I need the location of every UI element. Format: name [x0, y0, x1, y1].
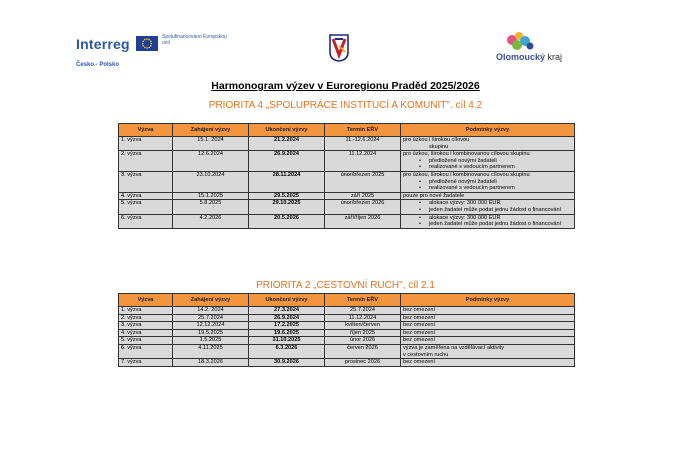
call-end: 26.9.2024 [249, 314, 325, 322]
condition-text: pouze pro nové žadatele [403, 192, 465, 199]
call-end: 21.2.2024 [249, 137, 325, 151]
call-end: 28.11.2024 [249, 171, 325, 192]
column-header: Termín EŘV [325, 294, 401, 307]
condition-bullet: • předložené novými žadateli [403, 179, 572, 186]
call-number: 5. výzva [119, 337, 173, 345]
call-end: 6.3.2026 [249, 344, 325, 358]
call-end: 31.10.2025 [249, 337, 325, 345]
table-row [119, 359, 575, 367]
table-row [119, 192, 575, 200]
condition-text: skupinu [429, 143, 449, 150]
call-start: 15.1.2025 [173, 192, 249, 200]
table-header-row [119, 124, 575, 137]
call-number: 5. výzva [119, 200, 173, 214]
table-row [119, 337, 575, 345]
erv-date: únor/březen 2026 [325, 200, 401, 214]
condition-text: pro úzkou, širokou i kombinovanou cílovou skupinu [403, 171, 530, 178]
priority-4-table [118, 123, 575, 229]
call-conditions [401, 171, 575, 192]
call-start: 5.8.2025 [173, 200, 249, 214]
table-row [119, 137, 575, 151]
condition-text: pro úzkou i širokou cílovou [403, 137, 470, 143]
call-number: 6. výzva [119, 214, 173, 228]
call-end: 17.2.2025 [249, 322, 325, 330]
column-header: Podmínky výzvy [401, 124, 575, 137]
call-number: 2. výzva [119, 151, 173, 172]
call-number: 2. výzva [119, 314, 173, 322]
call-end: 19.6.2025 [249, 329, 325, 337]
erv-date: září 2025 [325, 192, 401, 200]
column-header: Ukončení výzvy [249, 124, 325, 137]
priority-4-heading: PRIORITA 4 „SPOLUPRÁCE INSTITUCÍ A KOMUNIT". cíl 4.2 [208, 100, 483, 111]
call-start: 25.7.2024 [173, 314, 249, 322]
call-start: 12.12.2024 [173, 322, 249, 330]
call-conditions: bez omezení [401, 337, 575, 345]
call-number: 3. výzva [119, 171, 173, 192]
interreg-wordmark: Interreg [76, 36, 130, 52]
call-number: 4. výzva [119, 192, 173, 200]
erv-date: květen/červen [325, 322, 401, 330]
call-number: 1. výzva [119, 307, 173, 315]
column-header: Termín EŘV [325, 124, 401, 137]
condition-bullet: • realizované s vedoucím partnerem [403, 185, 572, 192]
region-logo-name: Olomoucký [496, 52, 546, 62]
column-header: Výzva [119, 294, 173, 307]
call-start: 19.5.2025 [173, 329, 249, 337]
call-start: 23.10.2024 [173, 171, 249, 192]
call-end: 30.9.2026 [249, 359, 325, 367]
call-conditions: bez omezení [401, 307, 575, 315]
erv-date: září/říjen 2026 [325, 214, 401, 228]
call-conditions [401, 137, 575, 151]
condition-text: v cestovním ruchu [403, 351, 449, 358]
call-number: 4. výzva [119, 329, 173, 337]
call-conditions [401, 344, 575, 358]
call-conditions: bez omezení [401, 314, 575, 322]
call-number: 1. výzva [119, 137, 173, 151]
program-region-label: Česko - Polsko [76, 62, 120, 68]
interreg-logo [76, 36, 130, 54]
call-end: 26.9.2024 [249, 151, 325, 172]
table-header-row [119, 294, 575, 307]
condition-text: výzva je zaměřena na vzdělávací aktivity [403, 344, 505, 351]
call-start: 1.5.2025 [173, 337, 249, 345]
eu-flag-icon [136, 36, 158, 51]
erv-date: 25.7.2024 [325, 307, 401, 315]
table-row [119, 329, 575, 337]
header-logos [0, 0, 691, 78]
column-header: Zahájení výzvy [173, 124, 249, 137]
call-conditions [401, 214, 575, 228]
call-end: 29.5.2025 [249, 192, 325, 200]
erv-date: červen 2026 [325, 344, 401, 358]
call-number: 3. výzva [119, 322, 173, 330]
priority-2-heading: PRIORITA 2 „CESTOVNÍ RUCH", cíl 2.1 [256, 280, 435, 291]
condition-text: pro úzkou, širokou i kombinovanou cílovou skupinu [403, 151, 530, 158]
call-conditions: bez omezení [401, 322, 575, 330]
call-number: 7. výzva [119, 359, 173, 367]
column-header: Zahájení výzvy [173, 294, 249, 307]
call-conditions [401, 151, 575, 172]
condition-bullet: • jeden žadatel může podat jednu žádost o financování [403, 221, 572, 228]
table-row [119, 214, 575, 228]
call-end: 27.3.2024 [249, 307, 325, 315]
call-conditions: bez omezení [401, 329, 575, 337]
call-start: 12.6.2024 [173, 151, 249, 172]
priority-2-table [118, 293, 575, 367]
erv-date: únor 2026 [325, 337, 401, 345]
erv-date: 11.-12.6.2024 [325, 137, 401, 151]
erv-date: 11.12.2024 [325, 314, 401, 322]
call-end: 29.10.2025 [249, 200, 325, 214]
call-conditions [401, 192, 575, 200]
call-end: 20.5.2026 [249, 214, 325, 228]
table-row [119, 322, 575, 330]
table-row [119, 307, 575, 315]
condition-bullet: • předložené novými žadateli [403, 158, 572, 165]
condition-bullet: • alokace výzvy: 300 000 EUR [403, 200, 572, 207]
table-row [119, 314, 575, 322]
table-row [119, 171, 575, 192]
call-start: 15.1. 2024 [173, 137, 249, 151]
call-start: 4.11.2025 [173, 344, 249, 358]
erv-date: únor/březen 2025 [325, 171, 401, 192]
call-start: 14.2. 2024 [173, 307, 249, 315]
column-header: Výzva [119, 124, 173, 137]
page-title: Harmonogram výzev v Euroregionu Praděd 2025/2026 [211, 80, 480, 92]
region-logo-label [496, 52, 562, 62]
erv-date: prosinec 2026 [325, 359, 401, 367]
olomoucky-kraj-logo [484, 30, 574, 66]
column-header: Ukončení výzvy [249, 294, 325, 307]
condition-bullet: • realizované s vedoucím partnerem [403, 164, 572, 171]
table-row [119, 200, 575, 214]
condition-bullet: • jeden žadatel může podat jednu žádost o financování [403, 207, 572, 214]
call-conditions: bez omezení [401, 359, 575, 367]
region-logo-suffix: kraj [547, 52, 563, 62]
condition-bullet: • alokace výzvy: 300 000 EUR [403, 215, 572, 222]
eu-cofunded-text: Spolufinancováno Evropskou unií [162, 34, 227, 46]
euroregion-emblem-icon [329, 34, 349, 62]
erv-date: říjen 2025 [325, 329, 401, 337]
call-conditions [401, 200, 575, 214]
column-header: Podmínky výzvy [401, 294, 575, 307]
call-start: 18.3.2026 [173, 359, 249, 367]
table-row [119, 344, 575, 358]
call-start: 4.2.2026 [173, 214, 249, 228]
erv-date: 11.12.2024 [325, 151, 401, 172]
table-row [119, 151, 575, 172]
call-number: 6. výzva [119, 344, 173, 358]
